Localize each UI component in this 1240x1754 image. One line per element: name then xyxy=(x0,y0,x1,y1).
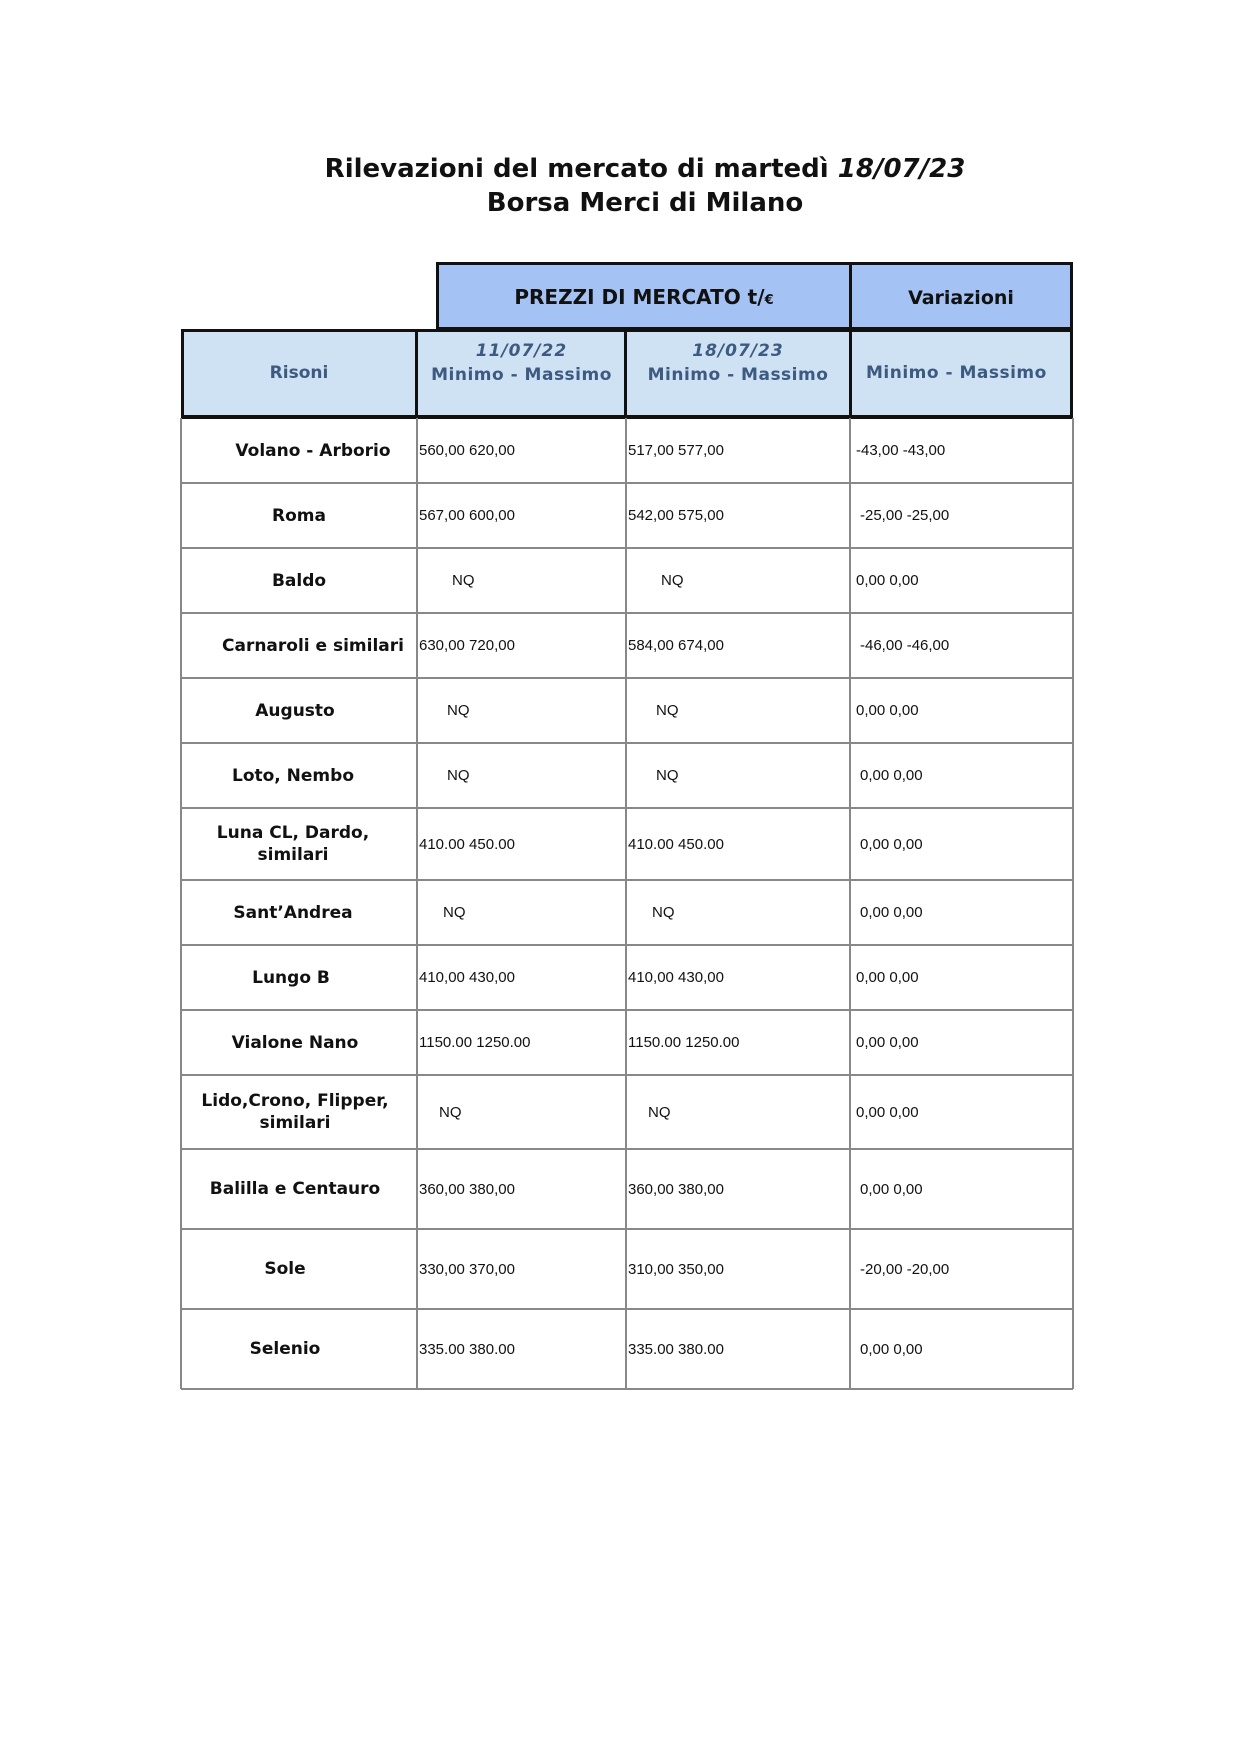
variations-header xyxy=(849,262,1073,330)
row-curr-value: 1150.00 1250.00 xyxy=(628,1034,740,1051)
var-minmax-header xyxy=(850,329,1073,418)
row-var-value: -25,00 -25,00 xyxy=(860,507,950,524)
row-name: Lido,Crono, Flipper, similari xyxy=(201,1091,389,1133)
row-curr-value: 584,00 674,00 xyxy=(628,637,724,654)
row-var-value: 0,00 0,00 xyxy=(860,904,923,921)
row-name: Sant’Andrea xyxy=(233,902,353,923)
risoni-label: Risoni xyxy=(269,363,329,383)
row-var-value: 0,00 0,00 xyxy=(856,572,919,589)
variations-label: Variazioni xyxy=(908,287,1014,309)
row-prev-value: 560,00 620,00 xyxy=(419,442,515,459)
row-prev-value: 630,00 720,00 xyxy=(419,637,515,654)
curr-date-label: 18/07/23 xyxy=(692,341,784,361)
var-minmax-label: Minimo - Massimo xyxy=(866,363,1047,383)
row-name: Vialone Nano xyxy=(231,1032,359,1053)
row-prev-value: 410,00 430,00 xyxy=(419,969,515,986)
row-prev-value: NQ xyxy=(447,702,470,719)
prices-header xyxy=(436,262,852,330)
row-var-value: 0,00 0,00 xyxy=(856,1103,919,1121)
row-name: Roma xyxy=(272,505,326,526)
row-name: Baldo xyxy=(271,570,327,591)
row-name: Luna CL, Dardo, similari xyxy=(216,823,370,865)
row-name: Sole xyxy=(264,1259,306,1279)
currency-label: € xyxy=(764,293,774,308)
row-name: Selenio xyxy=(249,1339,321,1359)
row-curr-value: 542,00 575,00 xyxy=(628,507,724,524)
row-prev-value: 330,00 370,00 xyxy=(419,1260,515,1278)
prev-date-label: 11/07/22 xyxy=(475,341,568,361)
row-curr-value: 335.00 380.00 xyxy=(628,1340,724,1358)
row-name: Carnaroli e similari xyxy=(222,635,404,656)
row-curr-value: 517,00 577,00 xyxy=(628,442,724,459)
curr-minmax-label: Minimo - Massimo xyxy=(647,365,829,385)
row-prev-value: 567,00 600,00 xyxy=(419,507,515,524)
row-var-value: 0,00 0,00 xyxy=(856,969,919,986)
row-var-value: 0,00 0,00 xyxy=(856,1034,919,1051)
title-prefix: Rilevazioni del mercato di martedì xyxy=(324,154,829,184)
title-date: 18/07/23 xyxy=(837,154,966,184)
row-prev-value: 360,00 380,00 xyxy=(419,1180,515,1198)
row-name: Volano - Arborio xyxy=(235,440,391,461)
prev-minmax-label: Minimo - Massimo xyxy=(431,365,612,385)
row-name: Loto, Nembo xyxy=(231,765,354,786)
row-curr-value: NQ xyxy=(661,572,684,589)
row-curr-value: NQ xyxy=(652,904,675,921)
row-var-value: 0,00 0,00 xyxy=(856,702,919,719)
row-prev-value: NQ xyxy=(452,572,475,589)
row-curr-value: 360,00 380,00 xyxy=(628,1180,724,1198)
row-curr-value: 410,00 430,00 xyxy=(628,969,724,986)
page-title xyxy=(0,154,1240,184)
page-subtitle: Borsa Merci di Milano xyxy=(486,188,804,218)
row-var-value: -43,00 -43,00 xyxy=(856,442,946,459)
row-prev-value: NQ xyxy=(439,1103,462,1121)
row-name: Lungo B xyxy=(252,967,330,988)
row-curr-value: NQ xyxy=(656,702,679,719)
row-var-value: -20,00 -20,00 xyxy=(860,1260,950,1278)
row-prev-value: NQ xyxy=(447,767,470,784)
risoni-header xyxy=(181,329,417,418)
row-prev-value: NQ xyxy=(443,904,466,921)
row-prev-value: 335.00 380.00 xyxy=(419,1340,515,1358)
prev-date-header xyxy=(417,329,626,418)
row-var-value: 0,00 0,00 xyxy=(860,835,923,853)
row-var-value: 0,00 0,00 xyxy=(860,1180,923,1198)
curr-date-header xyxy=(626,329,850,418)
row-curr-value: NQ xyxy=(656,767,679,784)
row-curr-value: 410.00 450.00 xyxy=(628,835,724,853)
row-name: Balilla e Centauro xyxy=(209,1179,381,1199)
row-curr-value: NQ xyxy=(648,1103,671,1121)
row-name: Augusto xyxy=(255,700,335,721)
row-prev-value: 1150.00 1250.00 xyxy=(419,1034,531,1051)
row-var-value: 0,00 0,00 xyxy=(860,1340,923,1358)
row-var-value: -46,00 -46,00 xyxy=(860,637,950,654)
row-prev-value: 410.00 450.00 xyxy=(419,835,515,853)
prices-header-label: PREZZI DI MERCATO t/ xyxy=(514,285,765,309)
row-curr-value: 310,00 350,00 xyxy=(628,1260,724,1278)
row-var-value: 0,00 0,00 xyxy=(860,767,923,784)
